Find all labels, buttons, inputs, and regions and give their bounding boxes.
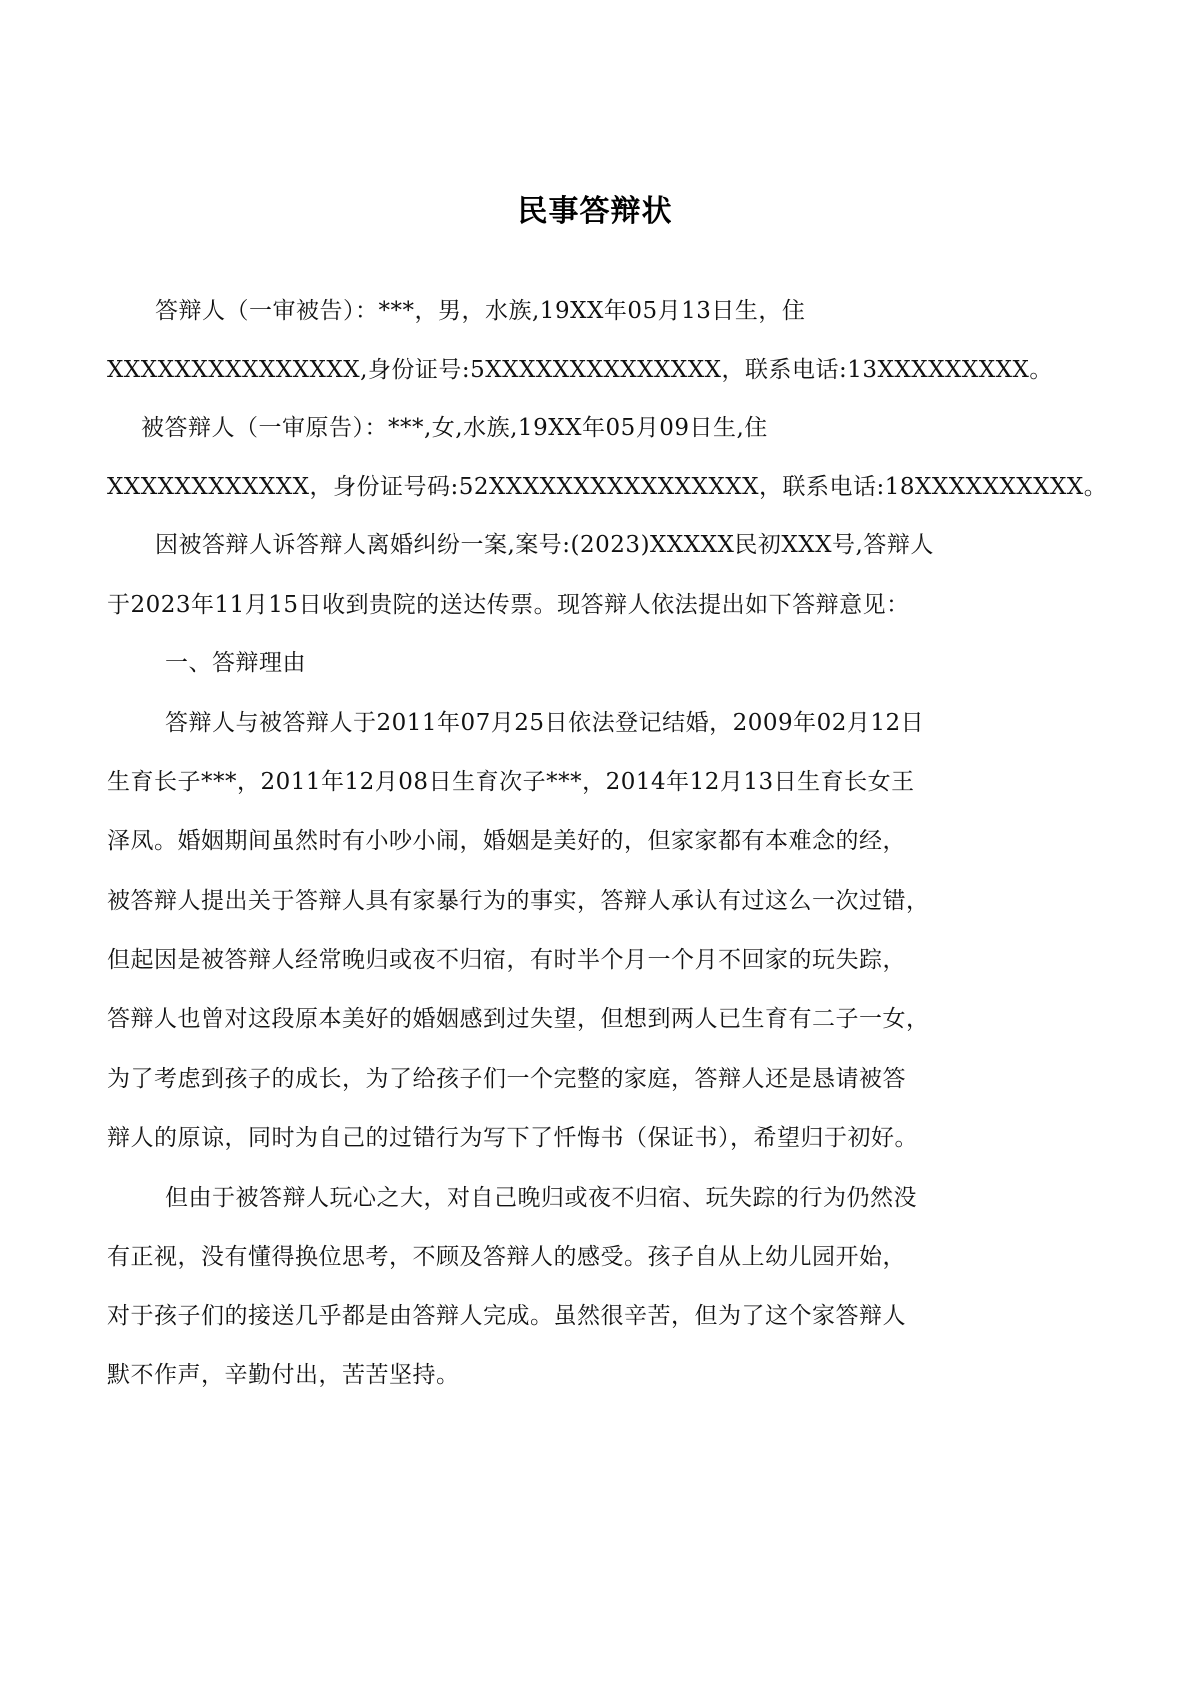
- document-title: 民事答辩状: [517, 194, 673, 229]
- body-line: 生育长子***，2011年12月08日生育次子***，2014年12月13日生育长女王: [107, 769, 915, 795]
- body-line: 答辩人也曾对这段原本美好的婚姻感到过失望，但想到两人已生育有二子一女，: [107, 1006, 930, 1032]
- plaintiff-info-line-2: XXXXXXXXXXXX，身份证号码:52XXXXXXXXXXXXXXXX，联系电话:18XXXXXXXXXX。: [107, 474, 1108, 500]
- respondent-info-line-1: 答辩人（一审被告）：***，男，水族,19XX年05月13日生，住: [155, 298, 806, 324]
- section-heading: 一、答辩理由: [165, 650, 306, 676]
- respondent-info-line-2: XXXXXXXXXXXXXXX,身份证号:5XXXXXXXXXXXXXX，联系电话:13XXXXXXXXX。: [107, 357, 1053, 383]
- case-intro-line-2: 于2023年11月15日收到贵院的送达传票。现答辩人依法提出如下答辩意见：: [107, 592, 910, 618]
- body-line: 默不作声，辛勤付出，苦苦坚持。: [107, 1362, 460, 1388]
- case-intro-line-1: 因被答辩人诉答辩人离婚纠纷一案,案号:(2023)XXXXX民初XXX号,答辩人: [155, 532, 934, 558]
- body-line: 有正视，没有懂得换位思考，不顾及答辩人的感受。孩子自从上幼儿园开始，: [107, 1244, 906, 1270]
- body-line: 泽凤。婚姻期间虽然时有小吵小闹，婚姻是美好的，但家家都有本难念的经，: [107, 828, 906, 854]
- body-line: 为了考虑到孩子的成长，为了给孩子们一个完整的家庭，答辩人还是恳请被答: [107, 1066, 906, 1092]
- plaintiff-info-line-1: 被答辩人（一审原告）：***,女,水族,19XX年05月09日生,住: [141, 415, 768, 441]
- body-line: 被答辩人提出关于答辩人具有家暴行为的事实，答辩人承认有过这么一次过错，: [107, 888, 930, 914]
- body-line: 但由于被答辩人玩心之大，对自己晚归或夜不归宿、玩失踪的行为仍然没: [165, 1185, 917, 1211]
- body-line: 但起因是被答辩人经常晚归或夜不归宿，有时半个月一个月不回家的玩失踪，: [107, 947, 906, 973]
- body-line: 答辩人与被答辩人于2011年07月25日依法登记结婚，2009年02月12日: [165, 710, 925, 736]
- body-line: 对于孩子们的接送几乎都是由答辩人完成。虽然很辛苦，但为了这个家答辩人: [107, 1303, 906, 1329]
- body-line: 辩人的原谅，同时为自己的过错行为写下了忏悔书（保证书），希望归于初好。: [107, 1125, 918, 1151]
